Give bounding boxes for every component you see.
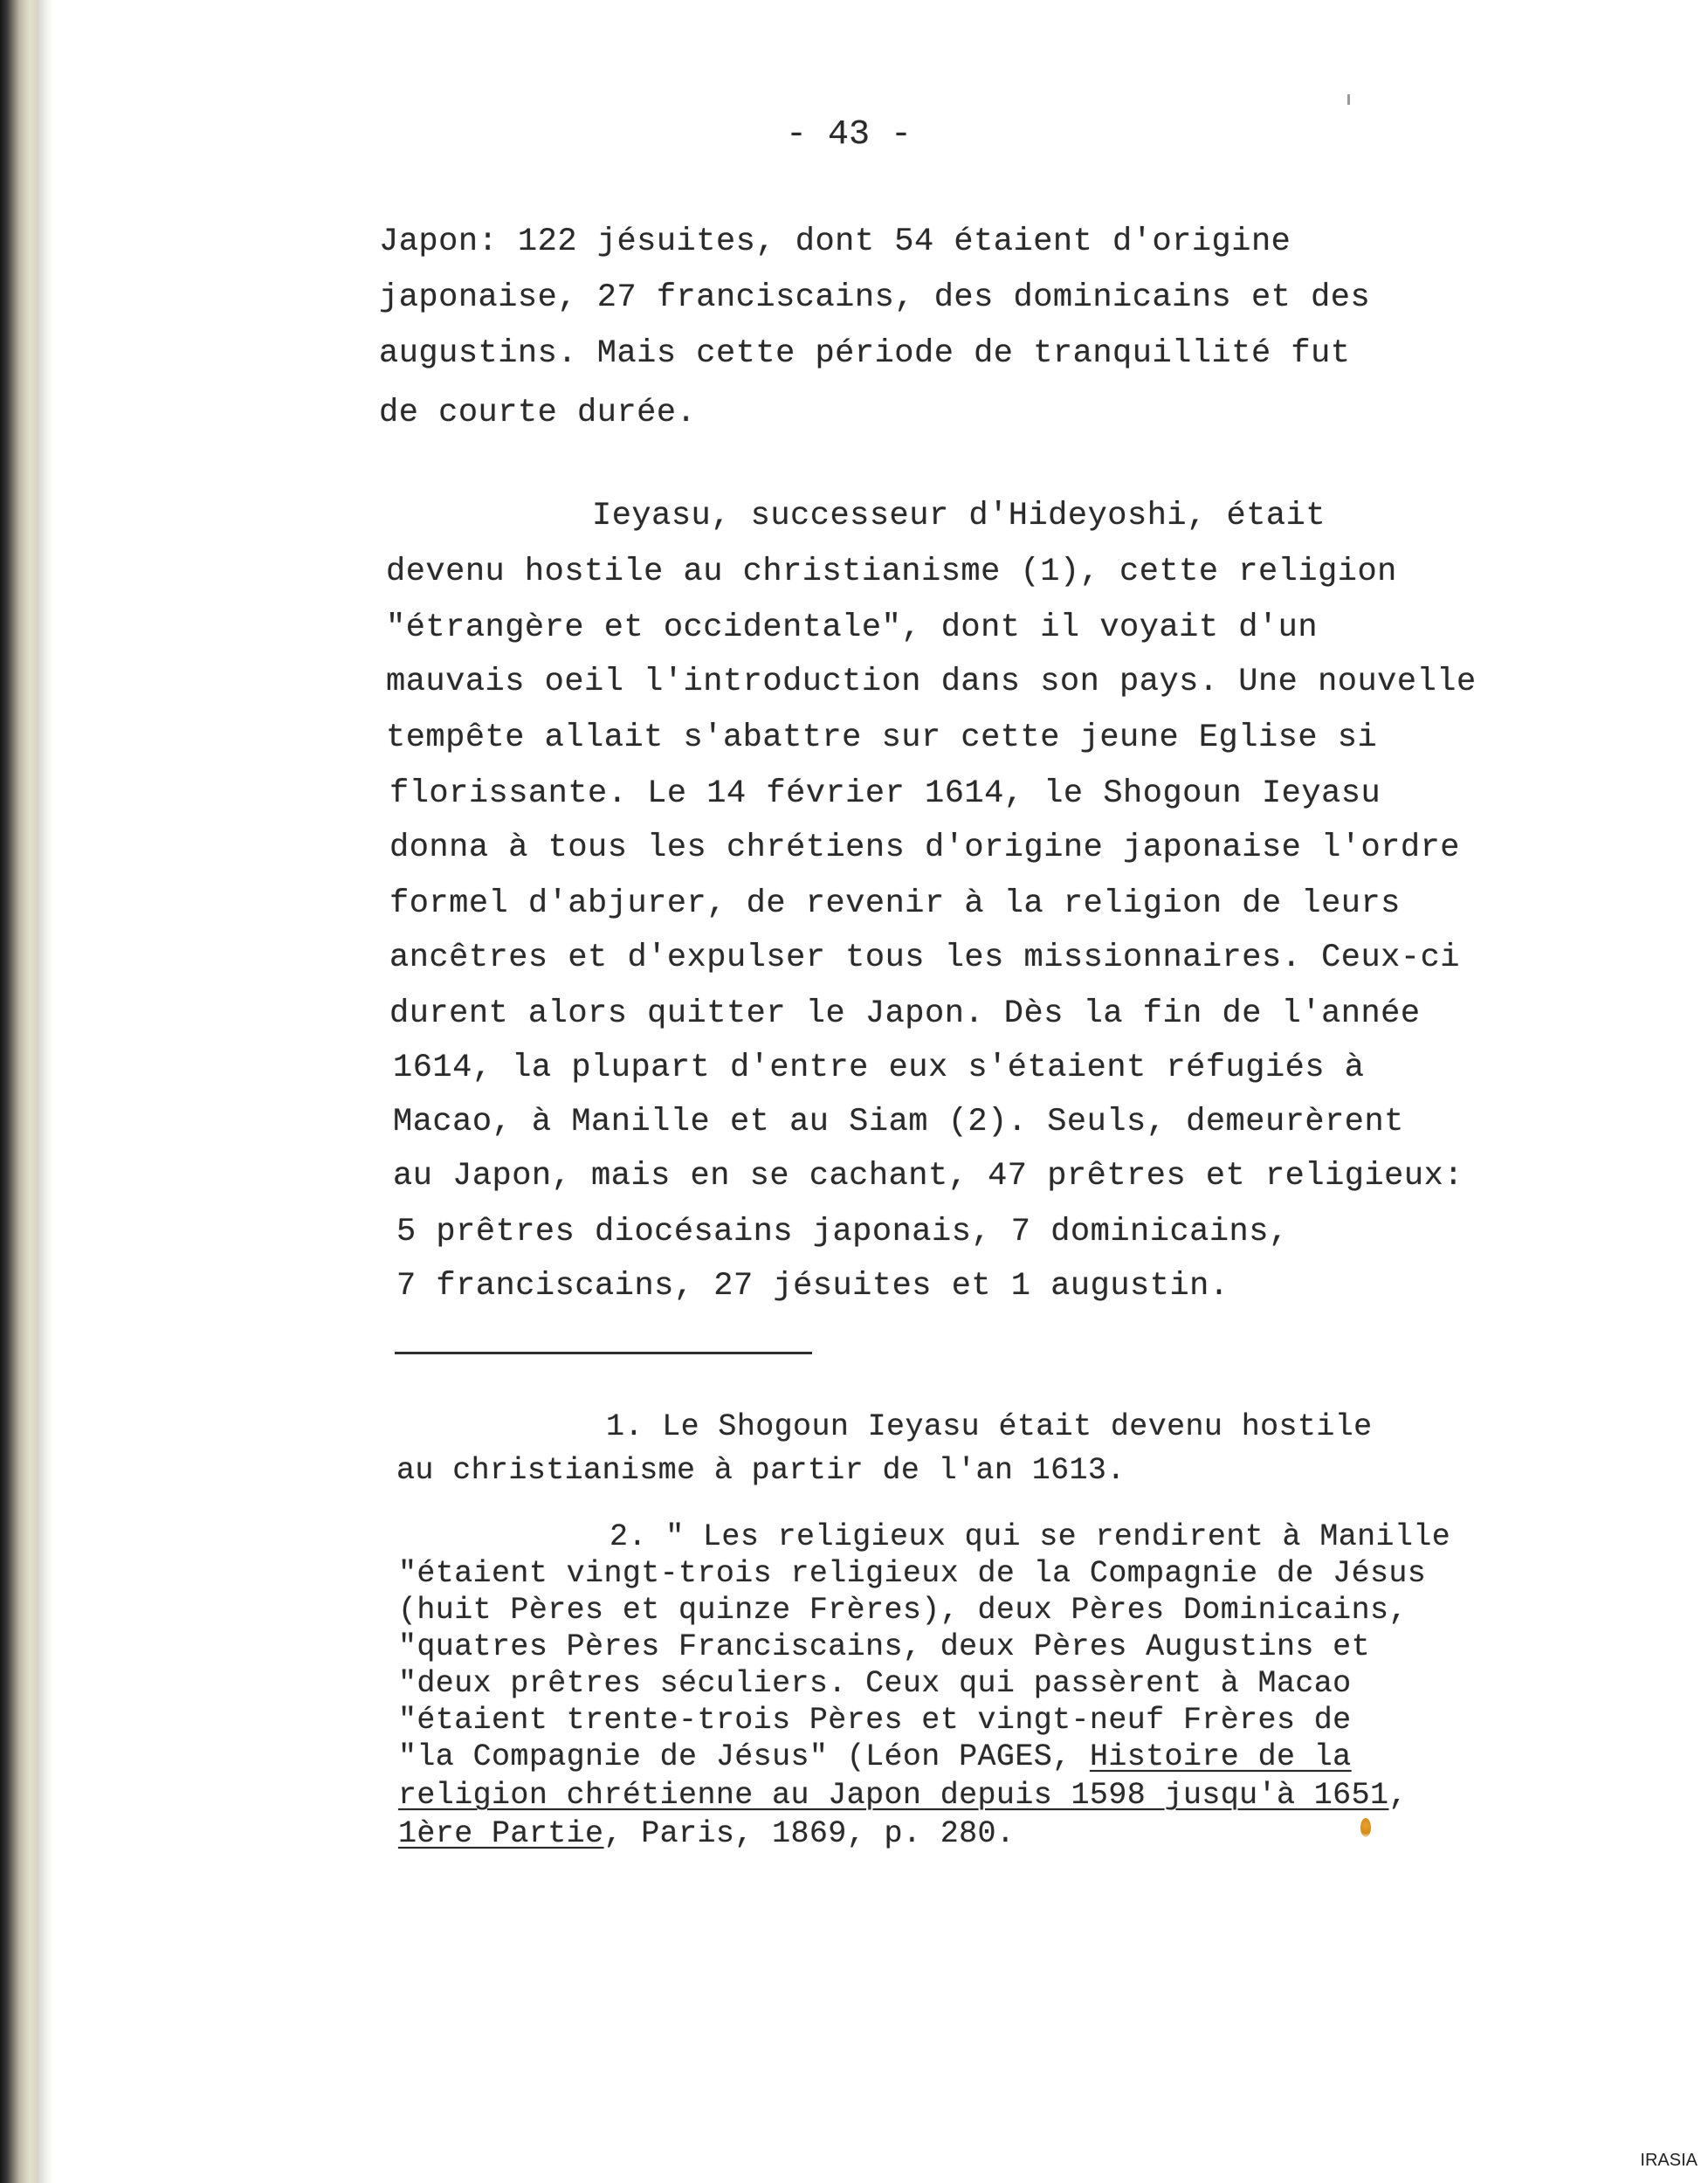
citation-punctuation: , — [1388, 1778, 1408, 1813]
body-line: au Japon, mais en se cachant, 47 prêtres et religieux: — [393, 1158, 1464, 1195]
body-line: Ieyasu, successeur d'Hideyoshi, était — [592, 498, 1326, 534]
footnote-separator — [395, 1352, 812, 1354]
body-line: devenu hostile au christianisme (1), cette religion — [386, 554, 1397, 590]
footnote-2-citation-line — [398, 1778, 1408, 1813]
body-line: florissante. Le 14 février 1614, le Shogoun Ieyasu — [389, 775, 1381, 812]
paper-stain — [1360, 1818, 1371, 1837]
body-line: 5 prêtres diocésains japonais, 7 dominicains, — [396, 1214, 1289, 1250]
body-line: durent alors quitter le Japon. Dès la fin de l'année — [389, 995, 1421, 1032]
footnote-2-line: (huit Pères et quinze Frères), deux Pères Dominicains, — [398, 1593, 1408, 1628]
citation-part: 1ère Partie — [398, 1816, 604, 1851]
citation-title: religion chrétienne au Japon depuis 1598 jusqu'à 1651 — [398, 1778, 1389, 1813]
body-line: Japon: 122 jésuites, dont 54 étaient d'origine — [379, 224, 1291, 260]
body-line: mauvais oeil l'introduction dans son pays. Une nouvelle — [386, 664, 1477, 700]
footnote-2-citation-line — [398, 1739, 1352, 1774]
body-line: donna à tous les chrétiens d'origine japonaise l'ordre — [389, 830, 1460, 866]
body-line: "étrangère et occidentale", dont il voyait d'un — [386, 609, 1319, 646]
page-number: - 43 - — [786, 115, 913, 155]
body-line: ancêtres et d'expulser tous les missionnaires. Ceux-ci — [389, 940, 1460, 976]
paper-mark — [1347, 94, 1350, 105]
body-line: augustins. Mais cette période de tranquillité fut — [379, 335, 1351, 372]
footnote-2-line: "deux prêtres séculiers. Ceux qui passèrent à Macao — [398, 1666, 1352, 1701]
body-line: de courte durée. — [379, 395, 697, 431]
body-line: tempête allait s'abattre sur cette jeune Eglise si — [386, 720, 1378, 756]
footnote-2-line: "quatres Pères Franciscains, deux Pères Augustins et — [398, 1629, 1370, 1664]
citation-publication: , Paris, 1869, p. 280. — [603, 1816, 1016, 1851]
book-spine — [0, 0, 38, 2183]
gutter-shadow — [38, 0, 54, 2183]
footnote-2-line: "étaient vingt-trois religieux de la Compagnie de Jésus — [398, 1556, 1427, 1591]
body-line: Macao, à Manille et au Siam (2). Seuls, demeurèrent — [393, 1104, 1404, 1140]
footnote-1-line: 1. Le Shogoun Ieyasu était devenu hostile — [606, 1409, 1373, 1444]
footnote-2-line: "étaient trente-trois Pères et vingt-neuf Frères de — [398, 1703, 1352, 1738]
citation-prefix: "la Compagnie de Jésus" (Léon PAGES, — [398, 1739, 1090, 1774]
body-line: formel d'abjurer, de revenir à la religion de leurs — [389, 885, 1401, 922]
footnote-2-line: 2. " Les religieux qui se rendirent à Manille — [610, 1519, 1451, 1554]
archive-watermark: IRASIA — [1640, 2151, 1698, 2170]
body-line: 1614, la plupart d'entre eux s'étaient réfugiés à — [393, 1050, 1365, 1086]
citation-title: Histoire de la — [1089, 1739, 1352, 1774]
body-line: 7 franciscains, 27 jésuites et 1 augustin. — [396, 1268, 1229, 1305]
footnote-1-line: au christianisme à partir de l'an 1613. — [396, 1453, 1126, 1488]
footnote-2-citation-line — [398, 1816, 1015, 1851]
body-line: japonaise, 27 franciscains, des dominicains et des — [379, 279, 1371, 316]
